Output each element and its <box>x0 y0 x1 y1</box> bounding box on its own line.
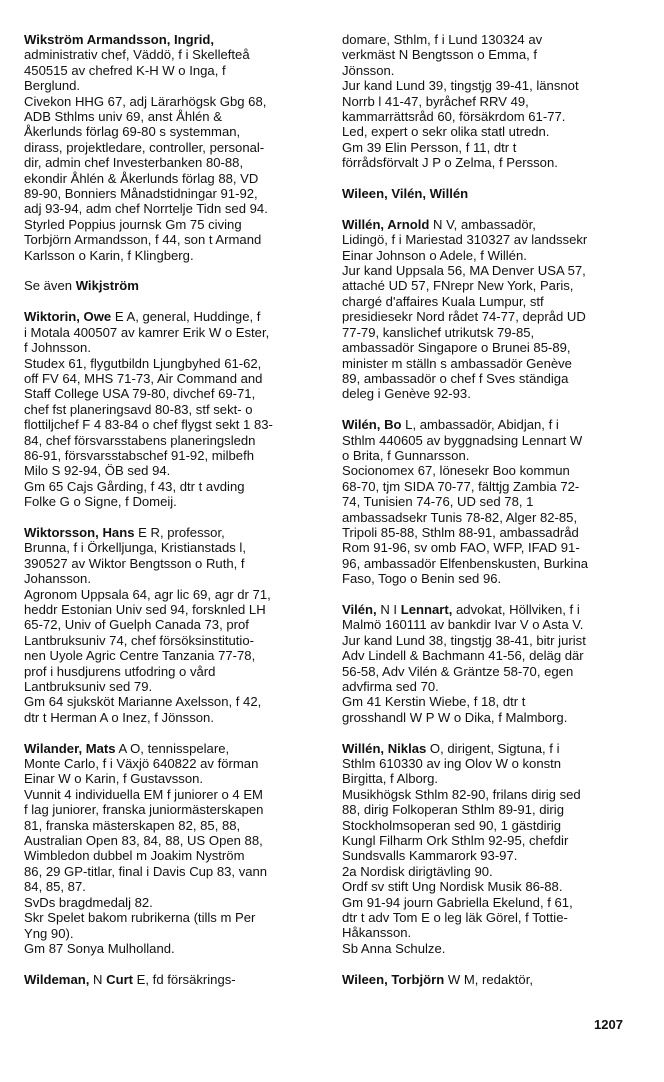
entry-text: SvDs bragdmedalj 82. <box>24 894 153 910</box>
entry-text: chef fst planeringsavd 80-83, stf sekt- o <box>24 401 253 417</box>
entry-text: Sb Anna Schulze. <box>342 940 446 956</box>
entry-text: 77-79, kanslichef utrikutsk 79-85, <box>342 324 535 340</box>
entry-text: 68-70, tjm SIDA 70-77, fälttjg Zambia 72- <box>342 478 580 494</box>
entry-text: Norrb l 41-47, byråchef RRV 49, <box>342 93 529 109</box>
entry-line <box>342 787 634 802</box>
entry-text: Socionomex 67, lönesekr Boo kommun <box>342 463 570 479</box>
entry-line <box>24 32 316 47</box>
page-number: 1207 <box>594 1017 623 1032</box>
entry-line <box>24 479 316 494</box>
entry-line <box>24 78 316 93</box>
entry-text: Jönsson. <box>342 62 395 78</box>
entry-text: 86, 29 GP-titlar, final i Davis Cup 83, vann <box>24 863 268 879</box>
entry-name: Wileen, Torbjörn <box>342 971 445 987</box>
entry-text: Berglund. <box>24 78 81 94</box>
dictionary-entry <box>342 186 634 201</box>
entry-text: Jur kand Uppsala 56, MA Denver USA 57, <box>342 263 586 279</box>
entry-text: 88, dirig Folkoperan Sthlm 89-91, dirig <box>342 802 564 818</box>
entry-line <box>24 602 316 617</box>
entry-text: Gm 65 Cajs Gårding, f 43, dtr t avding <box>24 478 245 494</box>
entry-text: administrativ chef, Väddö, f i Skellefteå <box>24 47 250 63</box>
entry-name: Wilander, Mats <box>24 740 116 756</box>
entry-text: Folke G o Signe, f Domeij. <box>24 494 177 510</box>
entry-line <box>342 232 634 247</box>
entry-text: Tripoli 85-88, Sthlm 88-91, ambassadråd <box>342 524 579 540</box>
entry-text: N V, ambassadör, <box>429 216 536 232</box>
entry-line <box>24 818 316 833</box>
entry-line <box>24 556 316 571</box>
entry-text: 450515 av chefred K-H W o Inga, f <box>24 62 226 78</box>
entry-text: dtr t Herman A o Inez, f Jönsson. <box>24 709 214 725</box>
entry-text: Musikhögsk Sthlm 82-90, frilans dirig sed <box>342 786 581 802</box>
entry-line <box>342 679 634 694</box>
right-column <box>342 32 634 1002</box>
entry-line <box>24 941 316 956</box>
entry-line <box>24 47 316 62</box>
entry-text: A O, tennisspelare, <box>115 740 230 756</box>
dictionary-entry <box>24 972 316 987</box>
entry-text: L, ambassadör, Abidjan, f i <box>401 417 559 433</box>
entry-line <box>24 417 316 432</box>
entry-text: Lidingö, f i Mariestad 310327 av landssekr <box>342 232 588 248</box>
entry-line <box>342 448 634 463</box>
entry-line <box>24 787 316 802</box>
entry-line <box>24 910 316 925</box>
entry-line <box>342 771 634 786</box>
entry-line <box>24 356 316 371</box>
entry-line <box>24 371 316 386</box>
entry-line <box>342 802 634 817</box>
entry-text: förrådsförvalt J P o Zelma, f Persson. <box>342 155 558 171</box>
entry-line <box>24 278 316 293</box>
entry-line <box>342 278 634 293</box>
entry-line <box>24 833 316 848</box>
dictionary-entry <box>342 602 634 725</box>
entry-line <box>24 232 316 247</box>
entry-line <box>342 155 634 170</box>
entry-text: Brunna, f i Örkelljunga, Kristianstads l, <box>24 540 246 556</box>
entry-text: grosshandl W P W o Dika, f Malmborg. <box>342 709 568 725</box>
entry-text: O, dirigent, Sigtuna, f i <box>426 740 560 756</box>
dictionary-entry <box>24 525 316 725</box>
entry-line <box>342 309 634 324</box>
entry-text: 89-90, Bonniers Månadstidningar 91-92, <box>24 186 258 202</box>
entry-text: N I <box>376 601 401 617</box>
entry-text: Studex 61, flygutbildn Ljungbyhed 61-62, <box>24 355 262 371</box>
entry-line <box>342 248 634 263</box>
entry-line <box>24 710 316 725</box>
entry-text: Wimbledon dubbel m Joakim Nyström <box>24 848 245 864</box>
entry-line <box>24 648 316 663</box>
entry-line <box>342 648 634 663</box>
entry-text: Gm 64 sjuksköt Marianne Axelsson, f 42, <box>24 694 262 710</box>
entry-text: Karlsson o Karin, f Klingberg. <box>24 247 194 263</box>
entry-text: advokat, Höllviken, f i <box>452 601 580 617</box>
entry-text: Gm 87 Sonya Mulholland. <box>24 940 175 956</box>
entry-text: Led, expert o sekr olika statl utredn. <box>342 124 550 140</box>
entry-line <box>342 756 634 771</box>
entry-line <box>24 494 316 509</box>
entry-text: dtr t adv Tom E o leg läk Görel, f Tottie- <box>342 910 568 926</box>
entry-line <box>342 479 634 494</box>
entry-line <box>342 941 634 956</box>
entry-line <box>24 694 316 709</box>
entry-line <box>24 217 316 232</box>
entry-line <box>342 664 634 679</box>
entry-text: chargé d'affaires Kuala Lumpur, stf <box>342 293 544 309</box>
entry-text: Vunnit 4 individuella EM f juniorer o 4 EM <box>24 786 263 802</box>
entry-line <box>342 818 634 833</box>
entry-line <box>24 155 316 170</box>
entry-line <box>342 633 634 648</box>
entry-line <box>342 895 634 910</box>
entry-line <box>342 463 634 478</box>
entry-line <box>342 694 634 709</box>
entry-text: Torbjörn Armandsson, f 44, son t Armand <box>24 232 262 248</box>
entry-text: Lantbruksuniv sed 79. <box>24 679 153 695</box>
entry-text: nen Uyole Agric Centre Tanzania 77-78, <box>24 648 256 664</box>
entry-text: Sthlm 440605 av byggnadsing Lennart W <box>342 432 583 448</box>
entry-line <box>342 356 634 371</box>
entry-name: Wikström Armandsson, Ingrid, <box>24 32 215 47</box>
entry-text: advfirma sed 70. <box>342 679 439 694</box>
entry-text: kammarrättsråd 60, försäkrdom 61-77. <box>342 109 566 125</box>
entry-text: Sundsvalls Kammarork 93-97. <box>342 848 518 864</box>
entry-line <box>24 756 316 771</box>
entry-name: Wiktorsson, Hans <box>24 524 135 540</box>
entry-name: Wileen, Vilén, Willén <box>342 186 469 202</box>
entry-text: Håkansson. <box>342 925 412 941</box>
entry-text: Stockholmsoperan sed 90, 1 gästdirig <box>342 817 562 833</box>
entry-line <box>342 294 634 309</box>
entry-line <box>342 741 634 756</box>
dictionary-entry <box>24 32 316 263</box>
entry-text: Civekon HHG 67, adj Lärarhögsk Gbg 68, <box>24 93 267 109</box>
entry-text: Agronom Uppsala 64, agr lic 69, agr dr 71, <box>24 586 271 602</box>
entry-name: Wilén, Bo <box>342 417 402 433</box>
entry-line <box>24 63 316 78</box>
entry-text: ekondir Åhlén & Åkerlunds förlag 88, VD <box>24 170 259 186</box>
entry-text: 86-91, försvarsstabschef 91-92, milbefh <box>24 447 254 463</box>
entry-line <box>342 78 634 93</box>
entry-line <box>24 463 316 478</box>
entry-text: Gm 39 Elin Persson, f 11, dtr t <box>342 139 517 155</box>
entry-text: heddr Estonian Univ sed 94, forsknled LH <box>24 601 266 617</box>
entry-text: Skr Spelet bakom rubrikerna (tills m Per <box>24 910 256 926</box>
entry-line <box>24 972 316 987</box>
entry-line <box>24 140 316 155</box>
entry-name: Wiktorin, Owe <box>24 309 112 325</box>
entry-line <box>342 602 634 617</box>
entry-line <box>342 32 634 47</box>
entry-line <box>342 710 634 725</box>
entry-name: Curt <box>106 971 134 987</box>
entry-text: dirass, projektledare, controller, personal- <box>24 139 265 155</box>
dictionary-entry <box>342 417 634 586</box>
entry-text: deleg i Genève 92-93. <box>342 386 471 402</box>
dictionary-entry <box>24 278 316 293</box>
entry-line <box>342 325 634 340</box>
entry-text: Faso, Togo o Benin sed 96. <box>342 571 502 587</box>
entry-line <box>342 879 634 894</box>
entry-line <box>24 171 316 186</box>
entry-text: E, fd försäkrings- <box>133 971 236 987</box>
entry-line <box>24 325 316 340</box>
dictionary-entry <box>342 32 634 171</box>
entry-line <box>24 402 316 417</box>
entry-text: Staff College USA 79-80, divchef 69-71, <box>24 386 256 402</box>
entry-text: Styrled Poppius journsk Gm 75 civing <box>24 216 242 232</box>
entry-name: Lennart, <box>400 601 453 617</box>
entry-line <box>342 556 634 571</box>
entry-text: f lag juniorer, franska juniormästerskapen <box>24 802 264 818</box>
entry-line <box>342 217 634 232</box>
entry-text: 56-58, Adv Vilén & Gräntze 58-70, egen <box>342 663 574 679</box>
entry-text: Lantbruksuniv 74, chef försöksinstitutio- <box>24 632 254 648</box>
entry-text: Ordf sv stift Ung Nordisk Musik 86-88. <box>342 879 563 895</box>
entry-text: Jur kand Lund 38, tingstjg 38-41, bitr jurist <box>342 632 586 648</box>
entry-text: domare, Sthlm, f i Lund 130324 av <box>342 32 543 47</box>
entry-text: o Brita, f Gunnarsson. <box>342 447 470 463</box>
entry-text: Rom 91-96, sv omb FAO, WFP, IFAD 91- <box>342 540 580 556</box>
entry-text: Sthlm 610330 av ing Olov W o konstn <box>342 756 562 772</box>
entry-line <box>24 186 316 201</box>
entry-text: Milo S 92-94, ÖB sed 94. <box>24 463 171 479</box>
entry-text: 2a Nordisk dirigtävling 90. <box>342 863 493 879</box>
dictionary-entry <box>342 217 634 402</box>
entry-line <box>24 587 316 602</box>
entry-text: Malmö 160111 av bankdir Ivar V o Asta V. <box>342 617 584 633</box>
entry-text: flottiljchef F 4 83-84 o chef flygst sekt 1 83- <box>24 417 273 433</box>
entry-text: Einar W o Karin, f Gustavsson. <box>24 771 204 787</box>
entry-text: Einar Johnson o Adele, f Willén. <box>342 247 527 263</box>
entry-line <box>342 124 634 139</box>
entry-line <box>24 340 316 355</box>
entry-text: Johansson. <box>24 571 91 587</box>
entry-text: 74, Tunisien 74-76, UD sed 78, 1 <box>342 494 534 510</box>
entry-text: N <box>89 971 107 987</box>
entry-text: Kungl Filharm Ork Sthlm 92-95, chefdir <box>342 833 569 849</box>
entry-text: E A, general, Huddinge, f <box>111 309 261 325</box>
entry-text: Gm 41 Kerstin Wiebe, f 18, dtr t <box>342 694 526 710</box>
entry-text: f Johnsson. <box>24 340 91 356</box>
entry-line <box>24 848 316 863</box>
entry-line <box>342 63 634 78</box>
entry-text: Australian Open 83, 84, 88, US Open 88, <box>24 833 263 849</box>
entry-line <box>342 263 634 278</box>
entry-line <box>24 571 316 586</box>
entry-line <box>24 864 316 879</box>
entry-text: 390527 av Wiktor Bengtsson o Ruth, f <box>24 555 245 571</box>
entry-line <box>342 972 634 987</box>
entry-line <box>24 109 316 124</box>
entry-text: 84, 85, 87. <box>24 879 86 895</box>
entry-name: Wildeman, <box>24 971 90 987</box>
entry-line <box>342 417 634 432</box>
entry-line <box>24 664 316 679</box>
entry-text: minister m ställn s ambassadör Genève <box>342 355 572 371</box>
entry-text: Adv Lindell & Bachmann 41-56, deläg där <box>342 648 584 664</box>
entry-line <box>342 540 634 555</box>
entry-text: 89, ambassadör o chef f Sves ständiga <box>342 370 569 386</box>
entry-line <box>342 186 634 201</box>
entry-line <box>24 617 316 632</box>
entry-line <box>342 925 634 940</box>
entry-line <box>24 741 316 756</box>
dictionary-entry <box>342 741 634 957</box>
entry-line <box>342 910 634 925</box>
entry-line <box>24 248 316 263</box>
entry-name: Willén, Arnold <box>342 216 430 232</box>
entry-text: off FV 64, MHS 71-73, Air Command and <box>24 370 263 386</box>
entry-line <box>342 510 634 525</box>
entry-line <box>342 433 634 448</box>
entry-text: 65-72, Univ of Guelph Canada 73, prof <box>24 617 249 633</box>
entry-line <box>342 571 634 586</box>
entry-line <box>342 94 634 109</box>
entry-line <box>24 386 316 401</box>
entry-text: ambassadör Singapore o Brunei 85-89, <box>342 340 571 356</box>
entry-name: Vilén, <box>342 601 377 617</box>
entry-text: ambassadsekr Tunis 78-82, Alger 82-85, <box>342 509 578 525</box>
entry-line <box>24 540 316 555</box>
entry-text: prof i husdjurens utfodring o vård <box>24 663 216 679</box>
entry-text: W M, redaktör, <box>444 971 533 987</box>
entry-line <box>342 833 634 848</box>
entry-text: Birgitta, f Alborg. <box>342 771 439 787</box>
entry-line <box>24 94 316 109</box>
entry-text: attaché UD 57, FNrepr New York, Paris, <box>342 278 574 294</box>
entry-line <box>24 433 316 448</box>
entry-line <box>342 525 634 540</box>
entry-line <box>342 494 634 509</box>
entry-line <box>342 848 634 863</box>
entry-line <box>342 371 634 386</box>
dictionary-entry <box>24 309 316 509</box>
entry-text: Jur kand Lund 39, tingstjg 39-41, länsnot <box>342 78 579 94</box>
entry-text: 96, ambassadör Elfenbenskusten, Burkina <box>342 555 589 571</box>
entry-name: Willén, Niklas <box>342 740 427 756</box>
entry-text: Gm 91-94 journ Gabriella Ekelund, f 61, <box>342 894 573 910</box>
entry-line <box>24 124 316 139</box>
entry-line <box>24 802 316 817</box>
entry-line <box>24 679 316 694</box>
entry-line <box>342 386 634 401</box>
entry-line <box>24 309 316 324</box>
entry-text: Åkerlunds förlag 69-80 s systemman, <box>24 124 241 140</box>
entry-text: 84, chef försvarsstabens planeringsledn <box>24 432 256 448</box>
entry-text: verkmäst N Bengtsson o Emma, f <box>342 47 538 63</box>
entry-text: i Motala 400507 av kamrer Erik W o Ester, <box>24 324 270 340</box>
entry-text: Yng 90). <box>24 925 74 941</box>
entry-text: adj 93-94, adm chef Norrtelje Tidn sed 94. <box>24 201 268 217</box>
entry-line <box>342 617 634 632</box>
entry-line <box>24 926 316 941</box>
entry-line <box>342 109 634 124</box>
entry-line <box>342 140 634 155</box>
entry-text: presidiesekr Nord rådet 74-77, depråd UD <box>342 309 586 325</box>
dictionary-entry <box>342 972 634 987</box>
entry-line <box>24 633 316 648</box>
entry-line <box>342 340 634 355</box>
left-column <box>24 32 316 1003</box>
entry-text: Monte Carlo, f i Växjö 640822 av förman <box>24 756 259 772</box>
entry-line <box>24 525 316 540</box>
entry-text: dir, admin chef Investerbanken 80-88, <box>24 155 244 171</box>
entry-text: E R, professor, <box>134 524 225 540</box>
entry-line <box>24 201 316 216</box>
entry-line <box>24 879 316 894</box>
entry-text: ADB Sthlms univ 69, anst Åhlén & <box>24 109 222 125</box>
entry-line <box>342 864 634 879</box>
entry-line <box>24 771 316 786</box>
entry-line <box>24 448 316 463</box>
entry-name: Wikjström <box>75 278 139 294</box>
entry-text: 81, franska mästerskapen 82, 85, 88, <box>24 817 241 833</box>
entry-line <box>342 47 634 62</box>
dictionary-entry <box>24 741 316 957</box>
entry-line <box>24 895 316 910</box>
entry-text: Se även <box>24 278 76 294</box>
